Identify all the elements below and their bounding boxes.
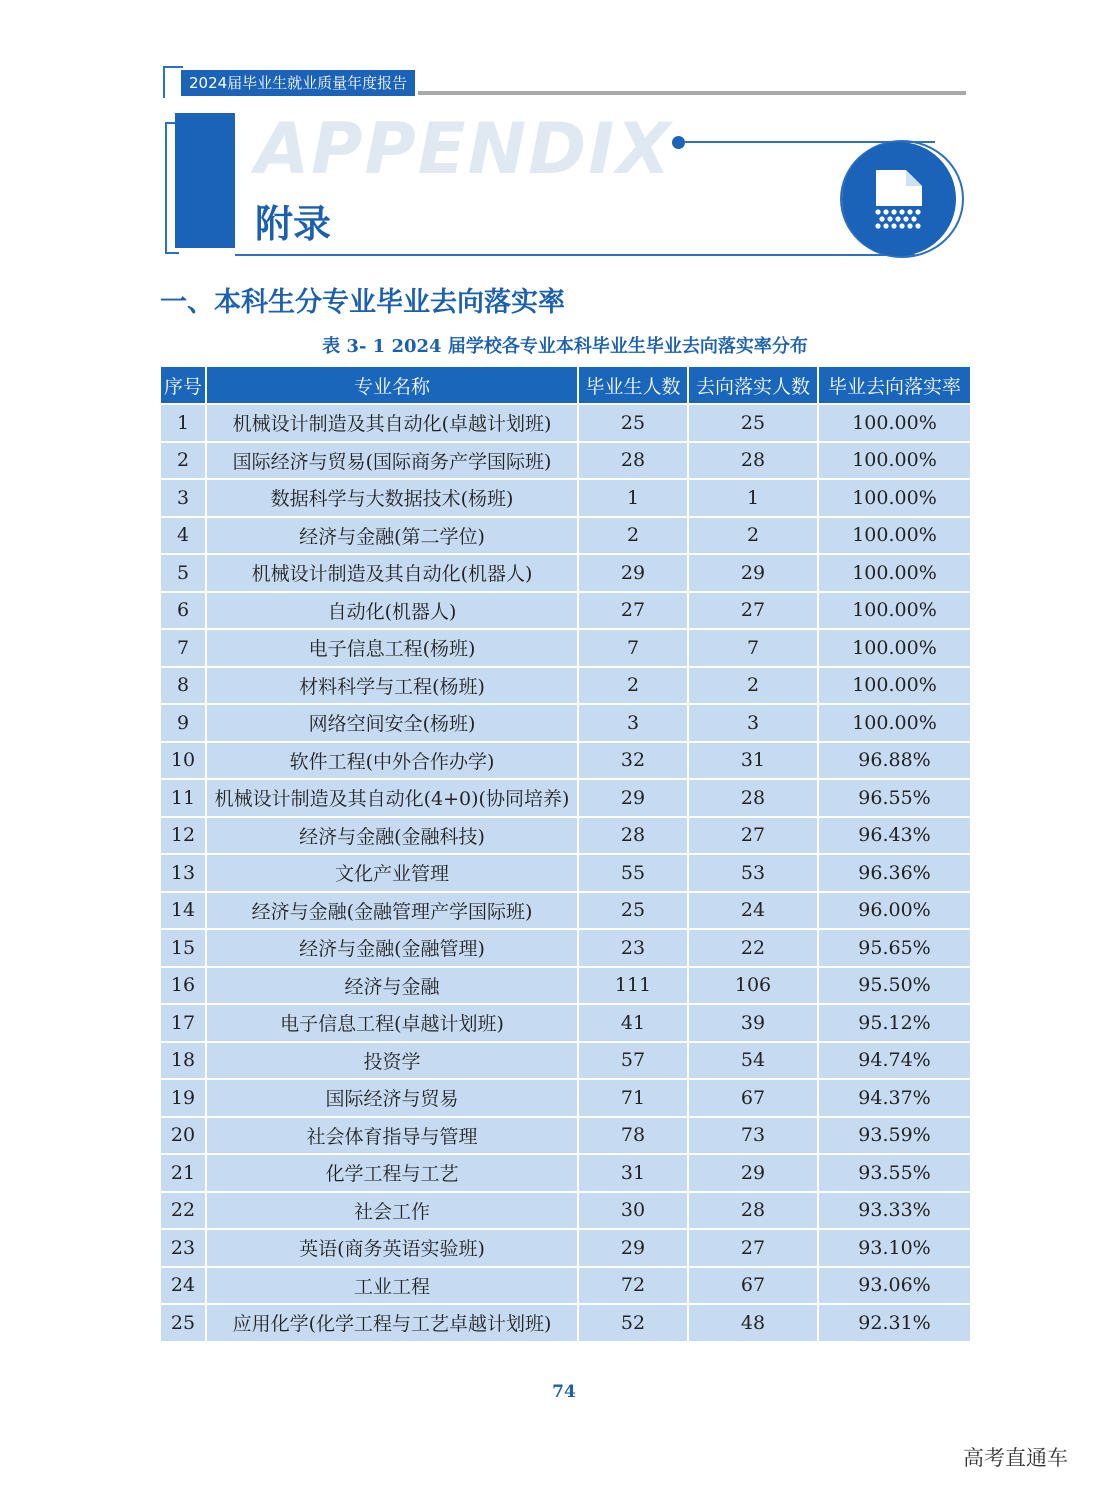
cell-major: 国际经济与贸易 [206,1079,578,1117]
cell-rate: 94.37% [818,1079,971,1117]
table-row [160,779,971,817]
cell-placed: 7 [688,629,818,667]
cell-index: 21 [160,1154,206,1192]
cell-placed: 2 [688,667,818,705]
cell-rate: 94.74% [818,1042,971,1080]
cell-placed: 29 [688,1154,818,1192]
cell-index: 1 [160,404,206,442]
cell-major: 经济与金融(金融管理) [206,929,578,967]
report-title: 2024届毕业生就业质量年度报告 [181,70,415,96]
cell-index: 2 [160,442,206,480]
cell-placed: 28 [688,779,818,817]
cell-placed: 53 [688,854,818,892]
table-row [160,1079,971,1117]
cell-graduates: 41 [578,1004,688,1042]
table-row [160,554,971,592]
cell-rate: 95.50% [818,967,971,1005]
cell-index: 12 [160,817,206,855]
cell-placed: 1 [688,479,818,517]
banner-block [175,113,235,248]
cell-rate: 100.00% [818,404,971,442]
table-row [160,892,971,930]
table-header-row [160,366,971,404]
table-row [160,1304,971,1342]
cell-rate: 93.33% [818,1192,971,1230]
cell-major: 电子信息工程(卓越计划班) [206,1004,578,1042]
header-rule [418,91,966,95]
page-number: 74 [552,1382,576,1402]
table-body [160,404,971,1342]
section-title: 一、本科生分专业毕业去向落实率 [160,287,565,318]
cell-index: 9 [160,704,206,742]
table-row [160,1229,971,1267]
cell-placed: 27 [688,592,818,630]
cell-major: 应用化学(化学工程与工艺卓越计划班) [206,1304,578,1342]
table-row [160,1042,971,1080]
employment-rate-table [159,365,972,1343]
cell-graduates: 29 [578,554,688,592]
cell-major: 化学工程与工艺 [206,1154,578,1192]
cell-major: 社会体育指导与管理 [206,1117,578,1155]
cell-placed: 3 [688,704,818,742]
cell-rate: 100.00% [818,592,971,630]
cell-index: 6 [160,592,206,630]
cell-index: 23 [160,1229,206,1267]
cell-index: 24 [160,1267,206,1305]
cell-rate: 92.31% [818,1304,971,1342]
table-row [160,929,971,967]
header-index: 序号 [160,366,206,404]
cell-placed: 29 [688,554,818,592]
cell-rate: 96.55% [818,779,971,817]
cell-placed: 106 [688,967,818,1005]
table-row [160,1004,971,1042]
cell-major: 机械设计制造及其自动化(卓越计划班) [206,404,578,442]
cell-index: 8 [160,667,206,705]
table-row [160,742,971,780]
cell-placed: 54 [688,1042,818,1080]
cell-placed: 31 [688,742,818,780]
cell-placed: 2 [688,517,818,555]
cell-rate: 93.59% [818,1117,971,1155]
table-row [160,1154,971,1192]
cell-index: 3 [160,479,206,517]
table-row [160,1117,971,1155]
cell-major: 数据科学与大数据技术(杨班) [206,479,578,517]
table-row [160,404,971,442]
header-placed: 去向落实人数 [688,366,818,404]
cell-index: 13 [160,854,206,892]
cell-placed: 27 [688,1229,818,1267]
appendix-en-title: APPENDIX [255,108,673,190]
table-row [160,1267,971,1305]
cell-graduates: 25 [578,892,688,930]
cell-major: 材料科学与工程(杨班) [206,667,578,705]
cell-rate: 96.43% [818,817,971,855]
cell-rate: 100.00% [818,704,971,742]
cell-major: 机械设计制造及其自动化(机器人) [206,554,578,592]
banner-icon-circle [842,142,956,256]
header-frame [163,66,183,98]
cell-graduates: 71 [578,1079,688,1117]
cell-placed: 27 [688,817,818,855]
cell-index: 25 [160,1304,206,1342]
table-row [160,629,971,667]
cell-index: 11 [160,779,206,817]
cell-index: 19 [160,1079,206,1117]
cell-major: 经济与金融(第二学位) [206,517,578,555]
cell-index: 7 [160,629,206,667]
cell-placed: 25 [688,404,818,442]
cell-graduates: 57 [578,1042,688,1080]
cell-rate: 93.55% [818,1154,971,1192]
cell-rate: 100.00% [818,442,971,480]
table-row [160,592,971,630]
table-row [160,517,971,555]
cell-rate: 95.65% [818,929,971,967]
cell-major: 自动化(机器人) [206,592,578,630]
cell-index: 22 [160,1192,206,1230]
banner-underline [235,254,915,256]
banner-dot [672,136,685,149]
cell-placed: 67 [688,1267,818,1305]
cell-graduates: 78 [578,1117,688,1155]
appendix-cn-title: 附录 [255,202,332,246]
header-rate: 毕业去向落实率 [818,366,971,404]
cell-index: 17 [160,1004,206,1042]
table-caption: 表 3- 1 2024 届学校各专业本科毕业生毕业去向落实率分布 [322,336,808,357]
cell-major: 文化产业管理 [206,854,578,892]
table-row [160,817,971,855]
cell-major: 投资学 [206,1042,578,1080]
cell-rate: 96.00% [818,892,971,930]
cell-graduates: 111 [578,967,688,1005]
cell-major: 经济与金融(金融管理产学国际班) [206,892,578,930]
cell-rate: 96.36% [818,854,971,892]
cell-major: 英语(商务英语实验班) [206,1229,578,1267]
cell-index: 4 [160,517,206,555]
cell-placed: 39 [688,1004,818,1042]
cell-index: 18 [160,1042,206,1080]
cell-rate: 100.00% [818,667,971,705]
table-row [160,479,971,517]
cell-graduates: 55 [578,854,688,892]
cell-rate: 100.00% [818,479,971,517]
cell-graduates: 2 [578,667,688,705]
table-row [160,854,971,892]
cell-rate: 100.00% [818,629,971,667]
cell-rate: 93.06% [818,1267,971,1305]
document-icon [870,166,928,232]
cell-major: 网络空间安全(杨班) [206,704,578,742]
cell-graduates: 28 [578,442,688,480]
cell-index: 15 [160,929,206,967]
cell-rate: 95.12% [818,1004,971,1042]
cell-major: 国际经济与贸易(国际商务产学国际班) [206,442,578,480]
cell-placed: 22 [688,929,818,967]
cell-major: 工业工程 [206,1267,578,1305]
cell-major: 经济与金融 [206,967,578,1005]
cell-graduates: 32 [578,742,688,780]
cell-graduates: 27 [578,592,688,630]
table-row [160,667,971,705]
cell-graduates: 52 [578,1304,688,1342]
cell-major: 机械设计制造及其自动化(4+0)(协同培养) [206,779,578,817]
cell-rate: 100.00% [818,517,971,555]
cell-graduates: 29 [578,1229,688,1267]
cell-placed: 28 [688,442,818,480]
cell-major: 经济与金融(金融科技) [206,817,578,855]
cell-index: 14 [160,892,206,930]
cell-graduates: 25 [578,404,688,442]
cell-major: 软件工程(中外合作办学) [206,742,578,780]
cell-rate: 93.10% [818,1229,971,1267]
cell-rate: 100.00% [818,554,971,592]
cell-major: 社会工作 [206,1192,578,1230]
cell-placed: 48 [688,1304,818,1342]
cell-major: 电子信息工程(杨班) [206,629,578,667]
cell-index: 10 [160,742,206,780]
table-row [160,704,971,742]
cell-placed: 24 [688,892,818,930]
cell-placed: 73 [688,1117,818,1155]
cell-graduates: 28 [578,817,688,855]
cell-graduates: 2 [578,517,688,555]
cell-graduates: 1 [578,479,688,517]
cell-graduates: 7 [578,629,688,667]
cell-placed: 67 [688,1079,818,1117]
cell-index: 16 [160,967,206,1005]
cell-index: 20 [160,1117,206,1155]
cell-graduates: 29 [578,779,688,817]
header-major: 专业名称 [206,366,578,404]
watermark: 高考直通车 [963,1446,1068,1470]
cell-graduates: 30 [578,1192,688,1230]
table-row [160,1192,971,1230]
header-graduates: 毕业生人数 [578,366,688,404]
cell-graduates: 31 [578,1154,688,1192]
table-row [160,967,971,1005]
cell-placed: 28 [688,1192,818,1230]
cell-graduates: 23 [578,929,688,967]
table-row [160,442,971,480]
cell-index: 5 [160,554,206,592]
cell-rate: 96.88% [818,742,971,780]
cell-graduates: 72 [578,1267,688,1305]
cell-graduates: 3 [578,704,688,742]
